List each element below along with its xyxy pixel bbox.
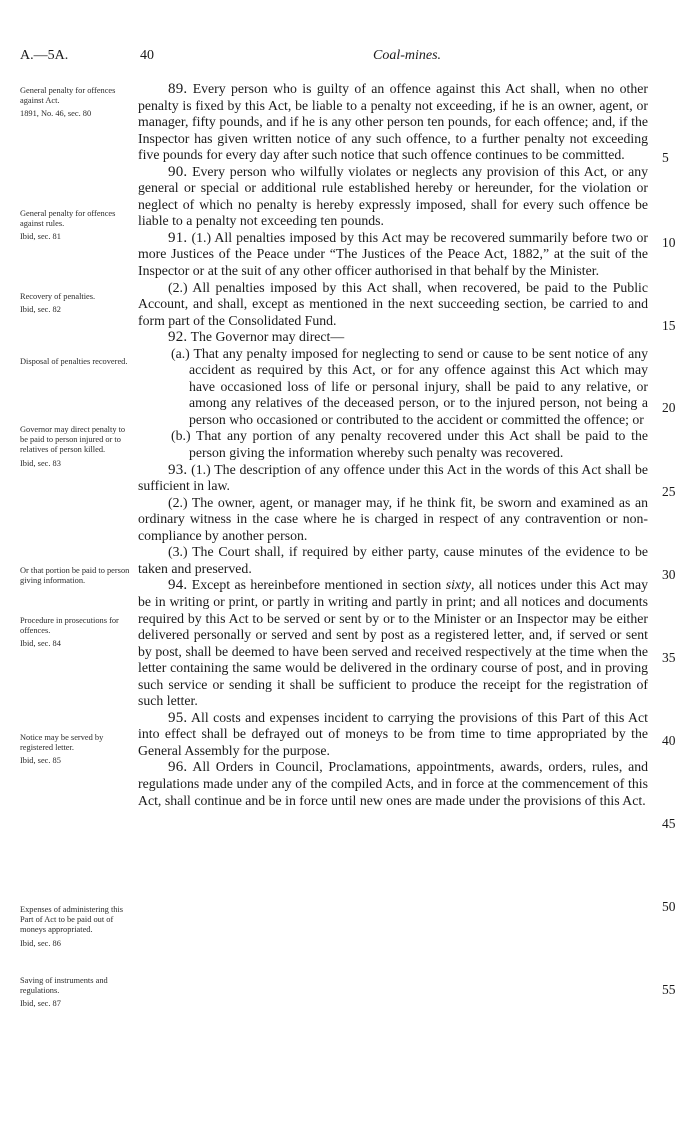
margin-note-s96 xyxy=(20,976,132,1010)
margin-note-title: General penalty for offences against rules. xyxy=(20,209,116,229)
line-number: 35 xyxy=(662,650,676,665)
margin-note-title: Governor may direct penalty to be paid to person injured or to relatives of person killed. xyxy=(20,425,126,455)
line-number: 20 xyxy=(662,400,676,415)
document-code: A.—5A. xyxy=(20,48,69,63)
section-95 xyxy=(138,710,648,760)
margin-note-s92 xyxy=(20,425,132,469)
section-text-before: Except as hereinbefore mentioned in section xyxy=(191,577,446,593)
line-number: 25 xyxy=(662,484,676,499)
margin-note-ref: Ibid, sec. 87 xyxy=(20,999,61,1009)
line-number: 15 xyxy=(662,318,676,333)
line-number: 30 xyxy=(662,567,676,582)
margin-note-title: Notice may be served by registered letter. xyxy=(20,733,104,753)
running-header xyxy=(0,48,700,70)
margin-note-title: Recovery of penalties. xyxy=(20,292,96,301)
margin-note-ref: Ibid, sec. 84 xyxy=(20,639,61,649)
line-number: 50 xyxy=(662,899,676,914)
margin-note-s95 xyxy=(20,905,132,949)
section-96 xyxy=(138,759,648,809)
section-text: (1.) The description of any offence under this Act in the words of this Act shall be sufficient in law. xyxy=(138,461,648,494)
margin-note-s90 xyxy=(20,209,132,243)
section-text: The Governor may direct— xyxy=(190,329,345,345)
section-91-subsection-2 xyxy=(138,280,648,330)
page-number: 40 xyxy=(140,48,154,63)
section-text: (3.) The Court shall, if required by either party, cause minutes of the evidence to be taken and preserved. xyxy=(138,544,648,576)
margin-note-title: Procedure in prosecutions for offences. xyxy=(20,616,119,636)
section-number: 93. xyxy=(168,461,188,478)
section-92-item-a xyxy=(138,346,648,429)
section-number: 96. xyxy=(168,759,188,776)
margin-note-s93 xyxy=(20,616,132,650)
margin-note-title: General penalty for offences against Act. xyxy=(20,86,116,106)
section-number: 92. xyxy=(168,329,188,346)
page-title: Coal-mines. xyxy=(373,48,442,63)
margin-note-ref: Ibid, sec. 83 xyxy=(20,458,61,468)
margin-note-s92-b xyxy=(20,566,132,586)
margin-note-ref: Ibid, sec. 86 xyxy=(20,938,61,948)
section-number: 95. xyxy=(168,709,188,726)
margin-note-s91 xyxy=(20,292,132,315)
item-text: That any penalty imposed for neglecting to send or cause to be sent notice of any accident as required by this Act, or for any offence against this Act which may have occasioned loss of life or personal injury, shall be paid to any relative, or among any relatives of the deceased person, or to the injured person, not being a person who occasioned or contributed to the accident or committed the offence; or xyxy=(189,345,648,427)
section-text: All Orders in Council, Proclamations, appointments, awards, orders, rules, and regulations made under any of the compiled Acts, and in force at the commencement of this Act, shall continue and be in force until new ones are made under the provisions of this Act. xyxy=(138,759,648,808)
section-92-item-b xyxy=(138,428,648,461)
line-number: 55 xyxy=(662,982,676,997)
section-89 xyxy=(138,81,648,164)
section-reference: sixty xyxy=(445,577,472,593)
section-text: Every person who wilfully violates or neglects any provision of this Act, or any general or special or additional rule established hereby or hereunder, for the violation or neglect of which no penalty is hereby expressly imposed, shall for every such offence be liable to a penalty not exceeding ten pounds. xyxy=(138,163,648,229)
section-93-subsection-2 xyxy=(138,495,648,545)
margin-note-s91-2 xyxy=(20,357,132,367)
margin-note-title: Disposal of penalties recovered. xyxy=(20,357,128,366)
section-91 xyxy=(138,230,648,280)
margin-note-title: Expenses of administering this Part of Act to be paid out of moneys appropriated. xyxy=(20,905,124,935)
section-number: 91. xyxy=(168,229,188,246)
section-94 xyxy=(138,577,648,709)
section-number: 89. xyxy=(168,81,188,97)
margin-note-ref: 1891, No. 46, sec. 80 xyxy=(20,109,92,119)
line-number: 45 xyxy=(662,816,676,831)
section-number: 90. xyxy=(168,163,188,180)
section-text: All costs and expenses incident to carrying the provisions of this Part of this Act into effect shall be defrayed out of moneys to be from time to time appropriated by the General Assembly for the purpose. xyxy=(138,709,648,758)
section-93-subsection-3 xyxy=(138,544,648,577)
item-label: (a.) xyxy=(171,345,190,361)
margin-note-title: Or that portion be paid to person giving information. xyxy=(20,566,130,586)
section-number: 94. xyxy=(168,577,188,594)
body-text xyxy=(138,81,648,809)
margin-note-ref: Ibid, sec. 82 xyxy=(20,305,61,315)
margin-note-ref: Ibid, sec. 85 xyxy=(20,756,61,766)
margin-note-title: Saving of instruments and regulations. xyxy=(20,976,108,996)
margin-note-ref: Ibid, sec. 81 xyxy=(20,232,61,242)
section-text: (1.) All penalties imposed by this Act may be recovered summarily before two or more Justices of the Peace under “The Justices of the Peace Act, 1882,” at the suit of the Inspector or at the suit of any other officer authorised in that behalf by the Minister. xyxy=(138,229,648,279)
margin-note-s89 xyxy=(20,86,132,120)
section-text-after: , all notices under this Act may be in writing or print, or partly in writing and partly in print; and all notices and documents required by this Act to be served or sent by or to the Minister or an Inspector may be either delivered personally or served and sent by post as a registered letter, and, if served or sent by post, shall be deemed to have been served and received respectively at the time when the letter containing the same would be delivered in the ordinary course of post, and in proving such service or sending it shall be sufficient to produce the receipt for the registration of such letter. xyxy=(138,577,649,709)
section-text: (2.) The owner, agent, or manager may, if he think fit, be sworn and examined as an ordinary witness in the case where he is charged in respect of any contravention or non-compliance by another person. xyxy=(138,494,648,543)
section-90 xyxy=(138,164,648,230)
section-text: (2.) All penalties imposed by this Act shall, when recovered, be paid to the Public Account, and shall, except as mentioned in the next succeeding section, be carried to and form part of the Consolidated Fund. xyxy=(138,279,648,328)
section-92 xyxy=(138,329,648,346)
item-label: (b.) xyxy=(171,428,191,444)
line-number: 10 xyxy=(662,235,676,250)
line-number: 5 xyxy=(662,150,669,165)
section-text: Every person who is guilty of an offence against this Act shall, when no other penalty is fixed by this Act, be liable to a penalty not exceeding, if he is an owner, agent, or manager, fifty pounds, and if he is any other person ten pounds, for each offence; and, if the Inspector has given written notice of any such offence, to a further penalty not exceeding five pounds for every day after such notice that such offence continues to be committed. xyxy=(138,81,648,163)
line-number: 40 xyxy=(662,733,676,748)
item-text: That any portion of any penalty recovered under this Act shall be paid to the person giving the information whereby such penalty was recovered. xyxy=(189,428,648,461)
section-93 xyxy=(138,462,648,495)
margin-note-s94 xyxy=(20,733,132,767)
